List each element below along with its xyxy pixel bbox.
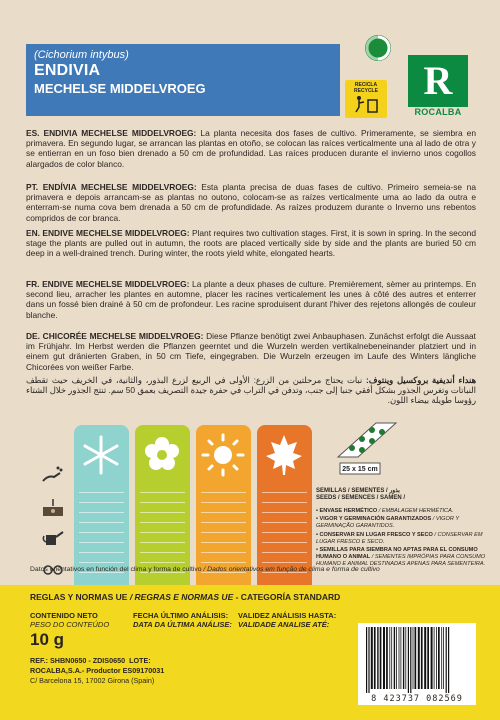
paragraph-en [26, 228, 476, 259]
barcode-bar [383, 627, 385, 689]
calendar-row-line [262, 543, 307, 553]
calendar-row-line [79, 543, 124, 553]
barcode-bar [396, 627, 397, 689]
calendar-row-line [140, 513, 185, 523]
recycle-label: RECYCLE [354, 88, 378, 94]
seeds-list [316, 508, 486, 570]
barcode-bar [441, 627, 442, 689]
calendar-row-line [262, 553, 307, 563]
barcode-bar [380, 627, 382, 689]
rules-es: REGLAS Y NORMAS UE [30, 592, 128, 602]
spacing-label: 25 x 15 cm [342, 466, 378, 473]
recycle-bin-icon [351, 94, 381, 114]
barcode-bar [405, 627, 406, 689]
barcode-bar [443, 627, 444, 689]
sun-icon [196, 429, 251, 479]
paragraph-heading: ES. ENDIVIA MECHELSE MIDDELVROEG: [26, 128, 197, 138]
paragraph-heading: EN. ENDIVE MECHELSE MIDDELVROEG: [26, 228, 190, 238]
paragraph-body: Plant requires two cultivation stages. First, it is sown in spring. In the second stage the plants are pulled out in autumn, the roots are placed vertically side by side and the plants are buried 50 cm deep in a well-drained trench. During winter, the roots yield white, elongated hearts. [26, 228, 476, 259]
paragraph-heading: PT. ENDÍVIA MECHELSE MIDDELVROEG: [26, 182, 197, 192]
orientation-es: Datos orientativos en función del clima y forma de cultivo [30, 566, 202, 573]
analysis-label-es: FECHA ÚLTIMO ANÁLISIS: [133, 611, 229, 620]
paragraph-pt [26, 182, 476, 223]
net-label-pt: PESO DO CONTEÚDO [30, 620, 110, 629]
calendar-row-line [201, 543, 246, 553]
calendar-row-line [201, 503, 246, 513]
climate-calendar [74, 425, 314, 589]
calendar-row-line [140, 533, 185, 543]
calendar-row-line [262, 513, 307, 523]
scientific-name: (Cichorium intybus) [34, 49, 129, 61]
calendar-row-line [79, 483, 124, 493]
seeds-heading [316, 488, 486, 503]
barcode [358, 623, 476, 705]
calendar-row-line [140, 503, 185, 513]
calendar-row-line [79, 533, 124, 543]
barcode-bar [371, 627, 373, 689]
barcode-bar [436, 627, 437, 689]
list-item [316, 516, 486, 530]
barcode-bar [434, 627, 435, 689]
rules-heading [30, 592, 340, 602]
climate-zone-spring [135, 425, 190, 585]
brand-letter-icon: R [408, 55, 468, 107]
paragraph-body: La planta necesita dos fases de cultivo. Primeramente, se siembra en primavera. En segundo lugar, se arrancan las plantas en otoño, se colocan las raíces verticalmente una al lado de otra y se entierran en un foso bien drenado a 50 cm de profundidad. Las raíces producen durante el invierno unos cogollos alargados de color blanco. [26, 128, 476, 169]
net-label-es: CONTENIDO NETO [30, 611, 98, 620]
climate-zone-summer [196, 425, 251, 585]
calendar-month-rows [79, 483, 124, 573]
validity-label [238, 611, 336, 629]
barcode-bar [389, 627, 390, 689]
barcode-bar [427, 627, 429, 689]
barcode-number: 8 423737 082569 [371, 694, 463, 704]
barcode-bar [377, 627, 378, 689]
calendar-row-line [79, 513, 124, 523]
calendar-row-line [201, 523, 246, 533]
seed-note: • CONSERVAR EN LUGAR FRESCO Y SECO [316, 531, 433, 538]
barcode-bar [386, 627, 388, 689]
variety-name: MECHELSE MIDDELVROEG [34, 81, 206, 96]
barcode-bar [374, 627, 376, 689]
seed-note: • SEMILLAS PARA SIEMBRA NO APTAS PARA EL CONSUMO HUMANO O ANIMAL [316, 547, 478, 561]
barcode-bar [438, 627, 440, 689]
list-item [316, 508, 486, 515]
net-weight: 10 g [30, 630, 65, 649]
calendar-row-line [79, 553, 124, 563]
paragraph-heading: DE. CHICORÉE MECHELSE MIDDELVROEG: [26, 331, 204, 341]
seed-note-pt: / VIGOR Y GERMINAÇÃO GARANTIDOS. [316, 516, 459, 530]
paragraph-heading: FR. ENDIVE MECHELSE MIDDELVROEG: [26, 279, 190, 289]
seed-note-pt: / SEMENTES IMPRÓPIAS PARA CONSUMO HUMANO E ANIMAL DESTINADAS APENAS PARA SEMENTEIRA. [316, 554, 486, 568]
net-content-label [30, 611, 109, 629]
calendar-month-rows [201, 483, 246, 573]
analysis-label-pt: DATA DA ÚLTIMA ANÁLISE: [133, 620, 232, 629]
barcode-bar [403, 627, 404, 689]
watering-can-icon [40, 527, 66, 549]
recicla-badge [345, 80, 387, 118]
seed-note-pt: / CONSERVAR EM LUGAR FRESCO E SECO. [316, 531, 483, 545]
flower-icon [135, 429, 190, 479]
rules-category: - CATEGORÍA STANDARD [233, 592, 341, 602]
analysis-date-label [133, 611, 232, 629]
calendar-row-line [201, 493, 246, 503]
calendar-month-rows [262, 483, 307, 573]
recicla-label: RECICLA [354, 82, 378, 88]
list-item [316, 532, 486, 546]
paragraph-body: نبات يحتاج مرحلتين من الزرع: الأولى في الربيع لزرع البذور، والثانية، في الخريف حيث تقطف النباتات وتغرس الجذور بشكل أفقي جنبا إلى جنب، وتدفن في التراب في حفرة جيدة التصريف بعمق 50 سم. تنتج الجذور خلال الشتاء رؤوسا طويلة بيضاء اللون. [26, 375, 476, 406]
barcode-bar [448, 627, 449, 693]
paragraph-body: Diese Pflanze benötigt zwei Anbauphasen. Zunächst erfolgt die Aussaat im Frühjahr. Im Herbst werden die Pflanzen geerntet und die Wurzeln werden vertikalnebeneinander platziert und in einem gut dränierten Graben, in 50 cm Tiefe, eingegraben. Die Wurzeln erzeugen im Laufe des Winters längliche Chicorées von weißer Farbe. [26, 331, 476, 372]
brand-name: ROCALBA [414, 107, 462, 117]
paragraph-body: Esta planta precisa de duas fases de cultivo. Primeiro semeia-se na primavera e depois arrancam-se as plantas no outono, colocam-se as raízes verticalmente uma ao lado da outra e enterram-se numa cova bem drenada a 50 cm de profundidade. As raízes produzem durante o Inverno uns rebentos compridos de cor branca. [26, 182, 476, 223]
calendar-row-line [79, 493, 124, 503]
sowing-hand-icon [40, 465, 66, 487]
barcode-bar [394, 627, 395, 689]
calendar-row-line [262, 503, 307, 513]
barcode-bar [421, 627, 423, 689]
calendar-row-line [79, 503, 124, 513]
climate-zone-winter [74, 425, 129, 585]
barcode-bar [401, 627, 402, 689]
seeds-heading-3: SEEDS / SEMENCES / SAMEN / [316, 495, 406, 502]
calendar-row-line [201, 553, 246, 563]
calendar-row-line [262, 533, 307, 543]
barcode-bar [415, 627, 417, 689]
barcode-bar [418, 627, 420, 689]
reference-block [30, 656, 164, 686]
brand-logo [402, 55, 474, 119]
validity-label-pt: VALIDADE ANALISE ATÉ: [238, 620, 330, 629]
barcode-bar [413, 627, 414, 689]
climate-zone-autumn [257, 425, 312, 585]
calendar-row-line [201, 483, 246, 493]
snowflake-icon [74, 429, 129, 479]
calendar-row-line [262, 523, 307, 533]
barcode-bar [366, 627, 367, 693]
product-name: ENDIVIA [34, 62, 101, 79]
calendar-row-line [140, 483, 185, 493]
address: C/ Barcelona 15, 17002 Girona (Spain) [30, 676, 155, 685]
barcode-bar [399, 627, 400, 689]
paragraph-ar [26, 375, 476, 406]
plant-spacing-icon [330, 417, 402, 477]
reference-code: REF.: SHBN0650 - ZDIS0650 [30, 656, 126, 665]
barcode-bar [446, 627, 447, 693]
paragraph-fr [26, 279, 476, 320]
paragraph-heading: هنداء أنديفية بروكسيل وينتوف: [366, 375, 476, 385]
barcode-bar [368, 627, 369, 693]
validity-label-es: VALIDEZ ANÁLISIS HASTA: [238, 611, 337, 620]
lot-label: LOTE: [129, 656, 151, 665]
seed-note: • VIGOR Y GERMINACIÓN GARANTIZADOS [316, 516, 432, 523]
seed-note: • ENVASE HERMÉTICO [316, 508, 378, 514]
planting-depth-icon [40, 496, 66, 518]
calendar-row-line [79, 523, 124, 533]
paragraph-de [26, 331, 476, 372]
paragraph-body: La plante a deux phases de culture. Premièrement, sèmer au printemps. En second lieu, arracher les plantes en automne, placer les racines verticalement les unes à côté des autres et enterrer dans un fossé bien drainé à 50 cm de profondeur. Les racine sproduisent durant l'hiver des rejetons allongés de couleur blanche. [26, 279, 477, 320]
paragraph-es [26, 128, 476, 169]
maple-leaf-icon [257, 429, 312, 479]
calendar-row-line [140, 523, 185, 533]
calendar-row-line [262, 483, 307, 493]
barcode-bar [424, 627, 426, 689]
calendar-row-line [140, 543, 185, 553]
producer: ROCALBA,S.A.- Productor ES09170031 [30, 666, 165, 675]
rules-pt: / REGRAS E NORMAS UE [127, 592, 234, 602]
calendar-row-line [140, 553, 185, 563]
barcode-bar [431, 627, 433, 689]
calendar-row-line [201, 513, 246, 523]
calendar-row-line [262, 493, 307, 503]
product-title-box [26, 44, 340, 116]
orientation-pt: / Dados orientativos em função de clima e forma de cultivo [201, 566, 380, 573]
orientation-note [30, 566, 480, 573]
barcode-bar [410, 627, 411, 693]
seeds-heading-1: SEMILLAS / SEMENTES / [316, 488, 388, 494]
barcode-bar [391, 627, 392, 689]
calendar-month-rows [140, 483, 185, 573]
calendar-row-line [140, 493, 185, 503]
green-dot-recycle-icon [364, 34, 392, 62]
barcode-bar [408, 627, 409, 693]
seeds-heading-2: بذور [389, 488, 400, 494]
calendar-row-line [201, 533, 246, 543]
seed-note-pt: / EMBALAGEM HERMÉTICA. [377, 508, 454, 514]
